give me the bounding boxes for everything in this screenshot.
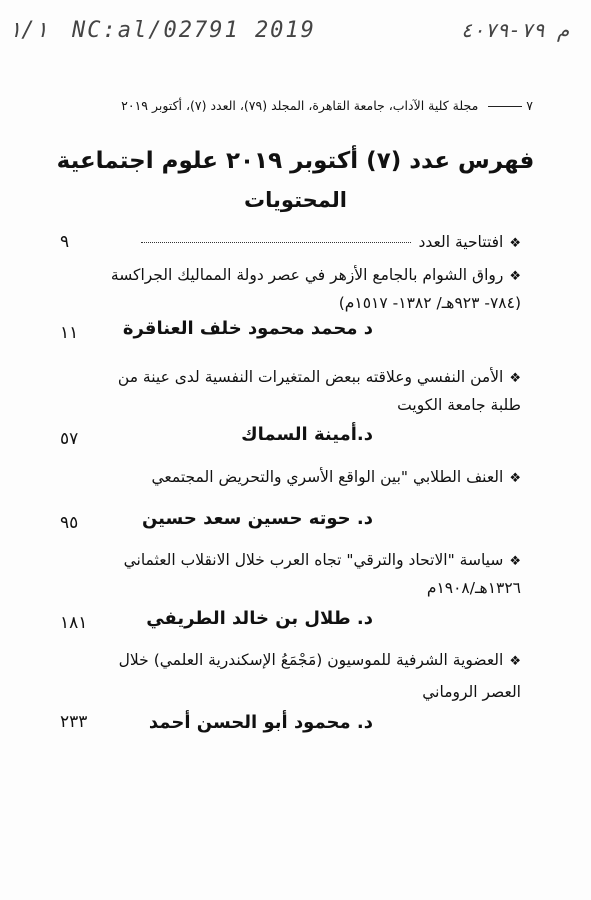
handwritten-note-middle: NC:al/02791 2019: [72, 18, 316, 43]
handwritten-note-right: م ٧٩-٤٠٧٩: [460, 18, 569, 42]
toc-entry-title: ❖العنف الطلابي "بين الواقع الأسري والتحريض المجتمعي: [151, 468, 521, 486]
toc-entry-title: ❖رواق الشوام بالجامع الأزهر في عصر دولة المماليك الجراكسة: [110, 266, 521, 284]
page-title: فهرس عدد (٧) أكتوبر ٢٠١٩ علوم اجتماعية: [56, 148, 535, 174]
bullet-icon: ❖: [509, 554, 521, 569]
toc-entry-title-cont: ١٣٢٦هـ/١٩٠٨م: [426, 579, 521, 597]
running-header: [60, 98, 533, 113]
toc-page-number: ٩٥: [60, 513, 79, 533]
toc-entry-title: ❖افتتاحية العدد: [80, 227, 521, 259]
toc-page-number: ٩: [60, 232, 70, 252]
toc-author: د محمد محمود خلف العناقرة: [122, 318, 373, 339]
running-header-text: مجلة كلية الآداب، جامعة القاهرة، المجلد (٧٩)، العدد (٧)، أكتوبر ٢٠١٩: [121, 98, 479, 113]
page-subtitle: المحتويات: [244, 188, 347, 212]
bullet-icon: ❖: [509, 371, 521, 386]
toc-page-number: ١١: [60, 323, 79, 343]
handwritten-note-left: ١/١: [8, 18, 48, 43]
toc-entry-title: ❖سياسة "الاتحاد والترقي" تجاه العرب خلال الانقلاب العثماني: [123, 551, 521, 569]
toc-page-number: ١٨١: [60, 613, 88, 633]
leader-dots: [141, 242, 411, 243]
running-header-page: ٧: [526, 98, 533, 113]
toc-entry-title-cont: العصر الروماني: [422, 683, 521, 701]
running-header-rule: [488, 106, 522, 107]
bullet-icon: ❖: [509, 269, 521, 284]
bullet-icon: ❖: [509, 471, 521, 486]
toc-entry-title: ❖الأمن النفسي وعلاقته ببعض المتغيرات النفسية لدى عينة من: [117, 368, 521, 386]
toc-author: د. محمود أبو الحسن أحمد: [148, 712, 373, 733]
toc-entry-title-cont: (٧٨٤- ٩٢٣هـ/ ١٣٨٢- ١٥١٧م): [338, 294, 521, 312]
toc-author: د. طلال بن خالد الطريفي: [146, 608, 373, 629]
toc-page-number: ٢٣٣: [60, 712, 88, 732]
bullet-icon: ❖: [509, 654, 521, 669]
toc-page-number: ٥٧: [60, 429, 79, 449]
bullet-icon: ❖: [509, 236, 521, 251]
toc-entry-title: ❖العضوية الشرفية للموسيون (مَجْمَعُ الإسكندرية العلمي) خلال: [118, 651, 521, 669]
toc-author: د. حوته حسين سعد حسين: [141, 508, 373, 529]
toc-author: د.أمينة السماك: [241, 424, 373, 445]
toc-entry-title-cont: طلبة جامعة الكويت: [397, 396, 521, 414]
